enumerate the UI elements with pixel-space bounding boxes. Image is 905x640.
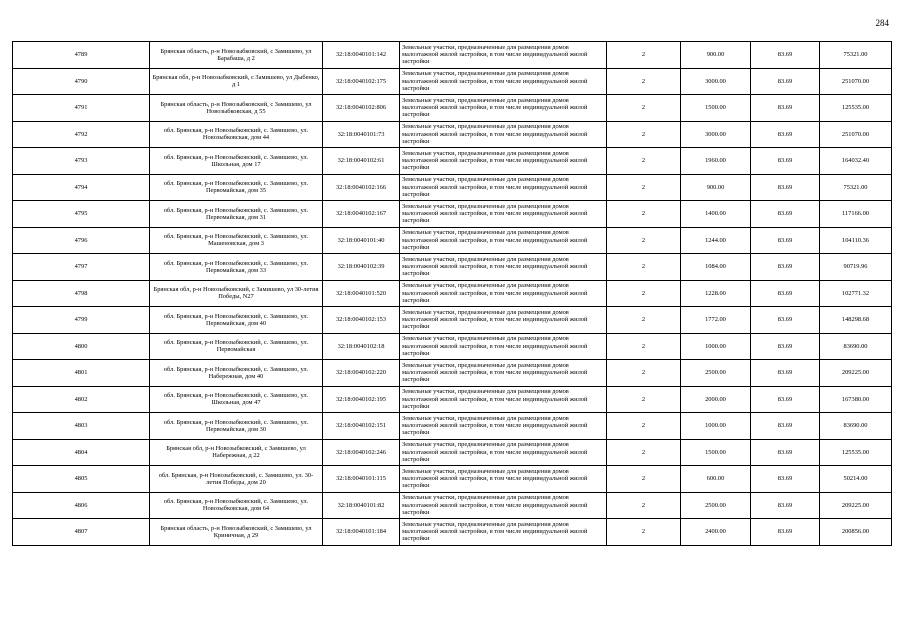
category-cell: 2: [607, 333, 681, 360]
cadastral-number-cell: 32:18:0040101:142: [323, 42, 400, 69]
row-number-cell: 4790: [13, 68, 150, 95]
area-cell: 2000.00: [681, 386, 751, 413]
cadastral-number-cell: 32:18:0040102:220: [323, 360, 400, 387]
row-number-cell: 4802: [13, 386, 150, 413]
land-use-cell: Земельные участки, предназначенные для размещения домов малоэтажной жилой застройки, в том числе индивидуальной жилой застройки: [400, 466, 607, 493]
cadastral-value-cell: 209225.00: [820, 360, 892, 387]
category-cell: 2: [607, 307, 681, 334]
cadastral-number-cell: 32:18:0040101:82: [323, 492, 400, 519]
category-cell: 2: [607, 360, 681, 387]
address-cell: обл. Брянская, р-н Новозыбковский, с. Замишево, ул. Машеновская, дом 3: [150, 227, 323, 254]
specific-value-cell: 83.69: [751, 280, 820, 307]
address-cell: обл. Брянская, р-н Новозыбковский, с. Замишево, ул. Первомайская, дом 40: [150, 307, 323, 334]
specific-value-cell: 83.69: [751, 121, 820, 148]
address-cell: обл. Брянская, р-н Новозыбковский, с. Замишево, ул. Набережная, дом 40: [150, 360, 323, 387]
address-cell: обл. Брянская, р-н Новозыбковский, с. Замишево, ул. Новозыбковская, дом 44: [150, 121, 323, 148]
address-cell: обл. Брянская, р-н Новозыбковский, с. Замишево, ул. Школьная, дом 17: [150, 148, 323, 175]
table-row: [13, 148, 892, 175]
cadastral-number-cell: 32:18:0040102:195: [323, 386, 400, 413]
cadastral-value-cell: 125535.00: [820, 439, 892, 466]
specific-value-cell: 83.69: [751, 174, 820, 201]
row-number-cell: 4791: [13, 95, 150, 122]
cadastral-number-cell: 32:18:0040102:18: [323, 333, 400, 360]
cadastral-value-cell: 83690.00: [820, 333, 892, 360]
land-use-cell: Земельные участки, предназначенные для размещения домов малоэтажной жилой застройки, в том числе индивидуальной жилой застройки: [400, 360, 607, 387]
cadastral-value-cell: 90719.96: [820, 254, 892, 281]
cadastral-value-cell: 125535.00: [820, 95, 892, 122]
land-use-cell: Земельные участки, предназначенные для размещения домов малоэтажной жилой застройки, в том числе индивидуальной жилой застройки: [400, 201, 607, 228]
row-number-cell: 4800: [13, 333, 150, 360]
address-cell: обл. Брянская, р-н Новозыбковский, с. Замишево, ул. 30-летия Победы, дом 20: [150, 466, 323, 493]
category-cell: 2: [607, 95, 681, 122]
land-use-cell: Земельные участки, предназначенные для размещения домов малоэтажной жилой застройки, в том числе индивидуальной жилой застройки: [400, 68, 607, 95]
area-cell: 1500.00: [681, 439, 751, 466]
table-row: [13, 254, 892, 281]
category-cell: 2: [607, 519, 681, 546]
category-cell: 2: [607, 386, 681, 413]
address-cell: обл. Брянская, р-н Новозыбковский, с. Замишево, ул. Школьная, дом 47: [150, 386, 323, 413]
category-cell: 2: [607, 466, 681, 493]
specific-value-cell: 83.69: [751, 360, 820, 387]
cadastral-value-cell: 102771.32: [820, 280, 892, 307]
row-number-cell: 4803: [13, 413, 150, 440]
cadastral-number-cell: 32:18:0040102:166: [323, 174, 400, 201]
area-cell: 1000.00: [681, 413, 751, 440]
land-use-cell: Земельные участки, предназначенные для размещения домов малоэтажной жилой застройки, в том числе индивидуальной жилой застройки: [400, 492, 607, 519]
specific-value-cell: 83.69: [751, 254, 820, 281]
table-row: [13, 95, 892, 122]
table-body: [13, 42, 892, 546]
table-row: [13, 121, 892, 148]
cadastral-value-cell: 251070.00: [820, 68, 892, 95]
page-number: 284: [875, 18, 889, 28]
row-number-cell: 4798: [13, 280, 150, 307]
table-row: [13, 492, 892, 519]
land-registry-table: [12, 41, 892, 546]
cadastral-number-cell: 32:18:0040102:61: [323, 148, 400, 175]
row-number-cell: 4797: [13, 254, 150, 281]
area-cell: 3000.00: [681, 68, 751, 95]
category-cell: 2: [607, 174, 681, 201]
cadastral-number-cell: 32:18:0040102:39: [323, 254, 400, 281]
cadastral-number-cell: 32:18:0040101:520: [323, 280, 400, 307]
cadastral-number-cell: 32:18:0040101:73: [323, 121, 400, 148]
category-cell: 2: [607, 439, 681, 466]
land-use-cell: Земельные участки, предназначенные для размещения домов малоэтажной жилой застройки, в том числе индивидуальной жилой застройки: [400, 439, 607, 466]
specific-value-cell: 83.69: [751, 307, 820, 334]
address-cell: Брянская обл, р-н Новозыбковский, с Замишево, ул Набережная, д 22: [150, 439, 323, 466]
table-row: [13, 201, 892, 228]
land-use-cell: Земельные участки, предназначенные для размещения домов малоэтажной жилой застройки, в том числе индивидуальной жилой застройки: [400, 386, 607, 413]
specific-value-cell: 83.69: [751, 466, 820, 493]
table-row: [13, 174, 892, 201]
table-row: [13, 519, 892, 546]
category-cell: 2: [607, 413, 681, 440]
category-cell: 2: [607, 68, 681, 95]
row-number-cell: 4807: [13, 519, 150, 546]
address-cell: обл. Брянская, р-н Новозыбковский, с. Замишево, ул. Первомайская, дом 33: [150, 254, 323, 281]
address-cell: обл. Брянская, р-н Новозыбковский, с. Замишево, ул. Новозыбковская, дом 64: [150, 492, 323, 519]
cadastral-value-cell: 200856.00: [820, 519, 892, 546]
area-cell: 1244.00: [681, 227, 751, 254]
cadastral-number-cell: 32:18:0040102:153: [323, 307, 400, 334]
address-cell: Брянская обл, р-н Новозыбковский, с Замишево, ул Дыбенко, д 1: [150, 68, 323, 95]
cadastral-value-cell: 83690.00: [820, 413, 892, 440]
row-number-cell: 4796: [13, 227, 150, 254]
row-number-cell: 4792: [13, 121, 150, 148]
category-cell: 2: [607, 148, 681, 175]
specific-value-cell: 83.69: [751, 95, 820, 122]
area-cell: 1400.00: [681, 201, 751, 228]
land-use-cell: Земельные участки, предназначенные для размещения домов малоэтажной жилой застройки, в том числе индивидуальной жилой застройки: [400, 413, 607, 440]
specific-value-cell: 83.69: [751, 439, 820, 466]
table-row: [13, 68, 892, 95]
table-row: [13, 227, 892, 254]
address-cell: Брянская область, р-н Новозыбковский, с Замишево, ул Новозыбковская, д 55: [150, 95, 323, 122]
land-use-cell: Земельные участки, предназначенные для размещения домов малоэтажной жилой застройки, в том числе индивидуальной жилой застройки: [400, 280, 607, 307]
address-cell: обл. Брянская, р-н Новозыбковский, с. Замишево, ул. Первомайская, дом 30: [150, 413, 323, 440]
cadastral-number-cell: 32:18:0040102:175: [323, 68, 400, 95]
area-cell: 1500.00: [681, 95, 751, 122]
row-number-cell: 4801: [13, 360, 150, 387]
cadastral-number-cell: 32:18:0040102:151: [323, 413, 400, 440]
area-cell: 2400.00: [681, 519, 751, 546]
table-row: [13, 360, 892, 387]
table-row: [13, 333, 892, 360]
row-number-cell: 4795: [13, 201, 150, 228]
category-cell: 2: [607, 492, 681, 519]
area-cell: 1000.00: [681, 333, 751, 360]
row-number-cell: 4794: [13, 174, 150, 201]
address-cell: Брянская область, р-н Новозыбковский, с Замишево, ул Барабаша, д 2: [150, 42, 323, 69]
cadastral-number-cell: 32:18:0040102:806: [323, 95, 400, 122]
area-cell: 3000.00: [681, 121, 751, 148]
cadastral-number-cell: 32:18:0040101:40: [323, 227, 400, 254]
row-number-cell: 4793: [13, 148, 150, 175]
table-row: [13, 386, 892, 413]
category-cell: 2: [607, 227, 681, 254]
row-number-cell: 4804: [13, 439, 150, 466]
category-cell: 2: [607, 201, 681, 228]
cadastral-value-cell: 167380.00: [820, 386, 892, 413]
cadastral-value-cell: 164032.40: [820, 148, 892, 175]
area-cell: 900.00: [681, 174, 751, 201]
area-cell: 2500.00: [681, 360, 751, 387]
specific-value-cell: 83.69: [751, 492, 820, 519]
address-cell: обл. Брянская, р-н Новозыбковский, с. Замишево, ул. Первомайская, дом 35: [150, 174, 323, 201]
area-cell: 1960.00: [681, 148, 751, 175]
land-use-cell: Земельные участки, предназначенные для размещения домов малоэтажной жилой застройки, в том числе индивидуальной жилой застройки: [400, 307, 607, 334]
specific-value-cell: 83.69: [751, 519, 820, 546]
area-cell: 1772.00: [681, 307, 751, 334]
category-cell: 2: [607, 121, 681, 148]
specific-value-cell: 83.69: [751, 201, 820, 228]
cadastral-value-cell: 104110.36: [820, 227, 892, 254]
specific-value-cell: 83.69: [751, 42, 820, 69]
specific-value-cell: 83.69: [751, 413, 820, 440]
table-row: [13, 42, 892, 69]
row-number-cell: 4805: [13, 466, 150, 493]
specific-value-cell: 83.69: [751, 227, 820, 254]
land-use-cell: Земельные участки, предназначенные для размещения домов малоэтажной жилой застройки, в том числе индивидуальной жилой застройки: [400, 254, 607, 281]
table-row: [13, 280, 892, 307]
cadastral-value-cell: 117166.00: [820, 201, 892, 228]
area-cell: 1084.00: [681, 254, 751, 281]
cadastral-number-cell: 32:18:0040101:184: [323, 519, 400, 546]
category-cell: 2: [607, 280, 681, 307]
land-use-cell: Земельные участки, предназначенные для размещения домов малоэтажной жилой застройки, в том числе индивидуальной жилой застройки: [400, 333, 607, 360]
land-use-cell: Земельные участки, предназначенные для размещения домов малоэтажной жилой застройки, в том числе индивидуальной жилой застройки: [400, 174, 607, 201]
cadastral-number-cell: 32:18:0040102:167: [323, 201, 400, 228]
land-use-cell: Земельные участки, предназначенные для размещения домов малоэтажной жилой застройки, в том числе индивидуальной жилой застройки: [400, 121, 607, 148]
cadastral-number-cell: 32:18:0040102:246: [323, 439, 400, 466]
row-number-cell: 4799: [13, 307, 150, 334]
row-number-cell: 4806: [13, 492, 150, 519]
area-cell: 600.00: [681, 466, 751, 493]
address-cell: обл. Брянская, р-н Новозыбковский, с. Замишево, ул. Первомайская, дом 31: [150, 201, 323, 228]
cadastral-value-cell: 75321.00: [820, 42, 892, 69]
table-row: [13, 307, 892, 334]
cadastral-value-cell: 251070.00: [820, 121, 892, 148]
row-number-cell: 4789: [13, 42, 150, 69]
address-cell: обл. Брянская, р-н Новозыбковский, с. Замишево, ул. Первомайская: [150, 333, 323, 360]
table-row: [13, 466, 892, 493]
category-cell: 2: [607, 42, 681, 69]
specific-value-cell: 83.69: [751, 333, 820, 360]
cadastral-value-cell: 75321.00: [820, 174, 892, 201]
table-row: [13, 439, 892, 466]
address-cell: Брянская область, р-н Новозыбковский, с Замишево, ул Криничная, д 29: [150, 519, 323, 546]
address-cell: Брянская обл, р-н Новозыбковский, с Замишево, ул 30-летия Победы, N27: [150, 280, 323, 307]
category-cell: 2: [607, 254, 681, 281]
table-row: [13, 413, 892, 440]
area-cell: 1228.00: [681, 280, 751, 307]
cadastral-value-cell: 148298.68: [820, 307, 892, 334]
cadastral-value-cell: 50214.00: [820, 466, 892, 493]
cadastral-value-cell: 209225.00: [820, 492, 892, 519]
land-use-cell: Земельные участки, предназначенные для размещения домов малоэтажной жилой застройки, в том числе индивидуальной жилой застройки: [400, 95, 607, 122]
land-use-cell: Земельные участки, предназначенные для размещения домов малоэтажной жилой застройки, в том числе индивидуальной жилой застройки: [400, 519, 607, 546]
area-cell: 900.00: [681, 42, 751, 69]
specific-value-cell: 83.69: [751, 148, 820, 175]
specific-value-cell: 83.69: [751, 386, 820, 413]
area-cell: 2500.00: [681, 492, 751, 519]
land-use-cell: Земельные участки, предназначенные для размещения домов малоэтажной жилой застройки, в том числе индивидуальной жилой застройки: [400, 148, 607, 175]
land-use-cell: Земельные участки, предназначенные для размещения домов малоэтажной жилой застройки, в том числе индивидуальной жилой застройки: [400, 42, 607, 69]
specific-value-cell: 83.69: [751, 68, 820, 95]
land-use-cell: Земельные участки, предназначенные для размещения домов малоэтажной жилой застройки, в том числе индивидуальной жилой застройки: [400, 227, 607, 254]
cadastral-number-cell: 32:18:0040101:115: [323, 466, 400, 493]
